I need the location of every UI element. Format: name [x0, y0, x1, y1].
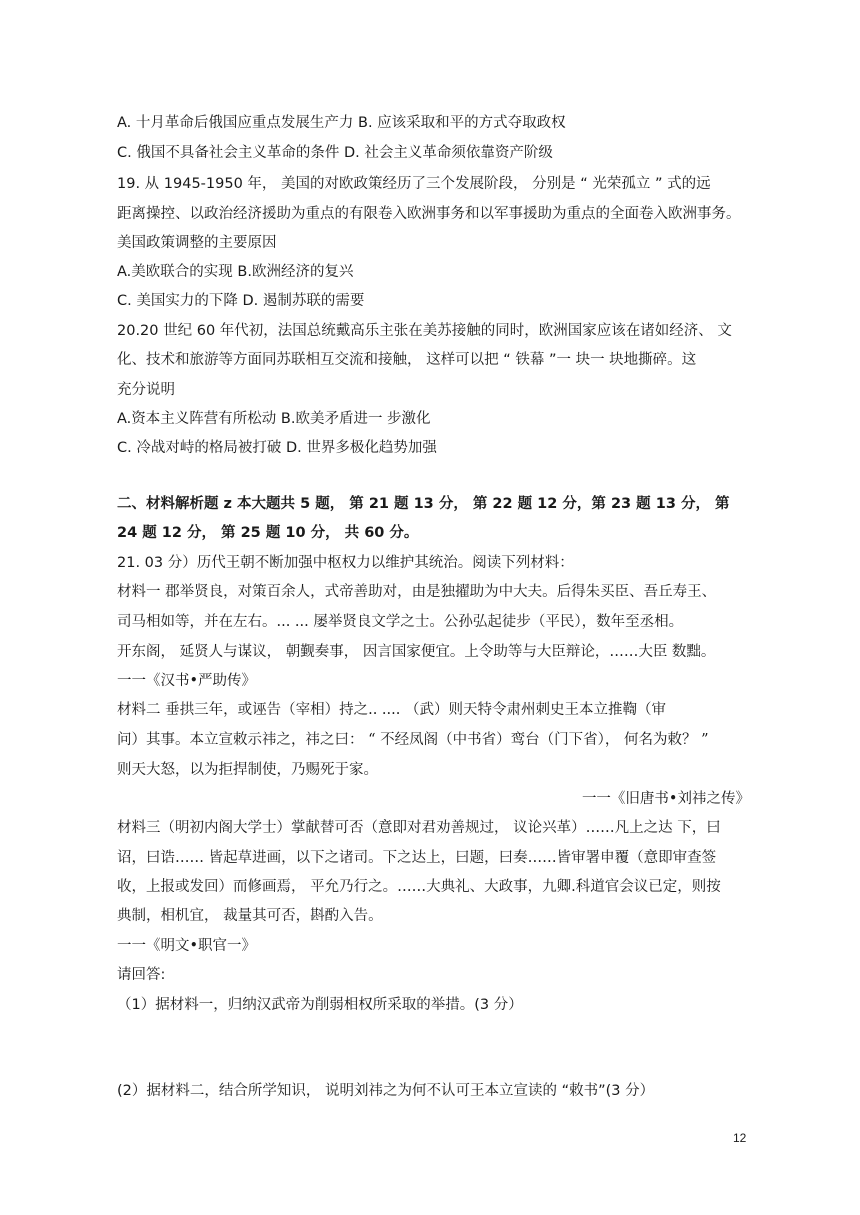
material-line: 司马相如等，并在左右。... ... 屡举贤良文学之士。公孙弘起徒步（平民），数年至丞相。: [117, 614, 684, 630]
material-line: 则天大怒，以为拒捍制使，乃赐死于家。: [117, 762, 378, 778]
material-source: 一一《明文•职官一》: [117, 938, 257, 954]
option-line: A. 十月革命后俄国应重点发展生产力 B. 应该采取和平的方式夺取政权: [117, 115, 566, 131]
question-19-line: 美国政策调整的主要原因: [117, 235, 277, 251]
question-20-line: 化、技术和旅游等方面同苏联相互交流和接触， 这样可以把 “ 铁幕 ”一 块一 块地撕碎。这: [117, 352, 697, 368]
option-line: C. 俄国不具备社会主义革命的条件 D. 社会主义革命须依靠资产阶级: [117, 145, 553, 161]
material-line: 材料二 垂拱三年，或诬告（宰相）持之.. .... （武）则天特令肃州刺史王本立推鞫（审: [117, 702, 666, 718]
material-line: 问）其事。本立宣敕示祎之，祎之曰： “ 不经凤阁（中书省）鸾台（门下省）， 何名为敕？ ”: [117, 732, 709, 748]
question-19-line: 19. 从 1945-1950 年， 美国的对欧政策经历了三个发展阶段， 分别是 “ 光荣孤立 ” 式的远: [117, 176, 711, 192]
material-line: 材料三（明初内阁大学士）掌献替可否（意即对君劝善规过， 议论兴革）……凡上之达 下，曰: [117, 820, 721, 836]
material-line: 诏，曰诰…… 皆起草进画，以下之诸司。下之达上，曰题，曰奏……皆审署申覆（意即审查签: [117, 850, 717, 866]
material-source: 一一《汉书•严助传》: [117, 673, 257, 689]
material-source: 一一《旧唐书•刘祎之传》: [581, 791, 750, 807]
question-20-line: 充分说明: [117, 382, 175, 398]
material-line: 典制，相机宜， 裁量其可否，斟酌入告。: [117, 908, 383, 924]
section-heading: 二、材料解析题 z 本大题共 5 题， 第 21 题 13 分， 第 22 题 12 分，第 23 题 13 分， 第: [117, 496, 730, 512]
question-19-line: 距离操控、以政治经济援助为重点的有限卷入欧洲事务和以军事援助为重点的全面卷入欧洲事务。: [117, 206, 741, 222]
subquestion-2: (2）据材料二，结合所学知识， 说明刘祎之为何不认可王本立宣读的 “敕书”(3 分）: [117, 1083, 655, 1099]
question-21-line: 21. 03 分）历代王朝不断加强中枢权力以维护其统治。阅读下列材料：: [117, 555, 574, 571]
option-line: C. 冷战对峙的格局被打破 D. 世界多极化趋势加强: [117, 440, 437, 456]
material-line: 开东阁， 延贤人与谋议， 朝觐奏事， 因言国家便宜。上令助等与大臣辩论，……大臣 数黜。: [117, 644, 716, 660]
section-heading: 24 题 12 分， 第 25 题 10 分， 共 60 分。: [117, 525, 419, 541]
material-line: 收，上报或发回）而修画焉， 平允乃行之。……大典礼、大政事，九卿.科道官会议已定，则按: [117, 879, 721, 895]
option-line: A.资本主义阵营有所松动 B.欧美矛盾进一 步激化: [117, 411, 431, 427]
material-line: 材料一 郡举贤良，对策百余人，式帝善助对，由是独擢助为中大夫。后得朱买臣、吾丘寿王、: [117, 584, 717, 600]
option-line: C. 美国实力的下降 D. 遏制苏联的需要: [117, 293, 365, 309]
question-20-line: 20.20 世纪 60 年代初，法国总统戴高乐主张在美苏接触的同时，欧洲国家应该在诸如经济、 文: [117, 323, 732, 339]
prompt-line: 请回答:: [117, 967, 166, 983]
page-number: 12: [733, 1131, 747, 1145]
subquestion-1: （1）据材料一，归纳汉武帝为削弱相权所采取的举措。(3 分）: [117, 997, 523, 1013]
option-line: A.美欧联合的实现 B.欧洲经济的复兴: [117, 264, 354, 280]
